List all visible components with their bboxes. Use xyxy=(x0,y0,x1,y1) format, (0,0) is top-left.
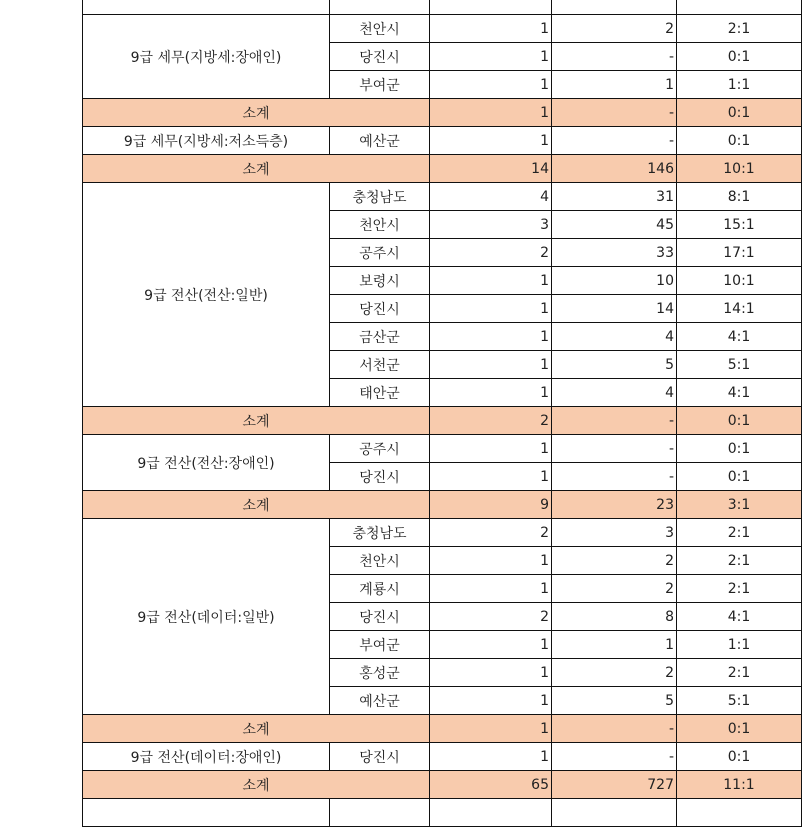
subtotal-count-b: - xyxy=(552,99,677,127)
region-cell: 충청남도 xyxy=(330,519,430,547)
ratio-cell xyxy=(677,0,802,15)
region-cell xyxy=(330,0,430,15)
count-a-cell: 1 xyxy=(430,687,552,715)
ratio-cell: 15:1 xyxy=(677,211,802,239)
count-b-cell xyxy=(552,0,677,15)
count-b-cell: 8 xyxy=(552,603,677,631)
count-a-cell: 1 xyxy=(430,379,552,407)
region-cell: 당진시 xyxy=(330,743,430,771)
subtotal-row xyxy=(83,99,802,127)
region-cell: 금산군 xyxy=(330,323,430,351)
count-a-cell: 1 xyxy=(430,463,552,491)
count-a-cell: 4 xyxy=(430,183,552,211)
subtotal-label: 소계 xyxy=(83,155,430,183)
subtotal-label: 소계 xyxy=(83,491,430,519)
table-row xyxy=(83,0,802,15)
region-cell: 천안시 xyxy=(330,211,430,239)
subtotal-count-b: 146 xyxy=(552,155,677,183)
subtotal-label: 소계 xyxy=(83,407,430,435)
count-b-cell: - xyxy=(552,463,677,491)
ratio-cell: 2:1 xyxy=(677,15,802,43)
count-b-cell: - xyxy=(552,743,677,771)
count-a-cell: 1 xyxy=(430,295,552,323)
region-cell: 공주시 xyxy=(330,239,430,267)
region-cell: 충청남도 xyxy=(330,183,430,211)
subtotal-count-b: - xyxy=(552,407,677,435)
category-cell: 9급 전산(전산:장애인) xyxy=(83,435,330,491)
category-cell: 9급 세무(지방세:저소득층) xyxy=(83,127,330,155)
ratio-cell: 2:1 xyxy=(677,547,802,575)
ratio-cell: 0:1 xyxy=(677,43,802,71)
count-b-cell: 1 xyxy=(552,71,677,99)
ratio-cell: 0:1 xyxy=(677,435,802,463)
ratio-cell: 17:1 xyxy=(677,239,802,267)
ratio-cell: 5:1 xyxy=(677,687,802,715)
count-a-cell: 1 xyxy=(430,743,552,771)
region-cell: 부여군 xyxy=(330,631,430,659)
count-b-cell: 10 xyxy=(552,267,677,295)
count-a-cell: 2 xyxy=(430,239,552,267)
subtotal-count-b: 23 xyxy=(552,491,677,519)
subtotal-count-a: 1 xyxy=(430,99,552,127)
category-cell xyxy=(83,0,330,15)
count-a-cell: 1 xyxy=(430,267,552,295)
ratio-cell: 0:1 xyxy=(677,743,802,771)
count-b-cell: - xyxy=(552,43,677,71)
count-b-cell: 45 xyxy=(552,211,677,239)
count-a-cell: 1 xyxy=(430,631,552,659)
table-row xyxy=(83,799,802,827)
count-a-cell xyxy=(430,799,552,827)
count-a-cell: 1 xyxy=(430,15,552,43)
table-row xyxy=(83,183,802,211)
count-b-cell: 33 xyxy=(552,239,677,267)
region-cell: 예산군 xyxy=(330,687,430,715)
count-b-cell: - xyxy=(552,127,677,155)
ratio-cell xyxy=(677,799,802,827)
count-b-cell: 5 xyxy=(552,351,677,379)
subtotal-ratio: 0:1 xyxy=(677,715,802,743)
table-row xyxy=(83,15,802,43)
subtotal-count-a: 9 xyxy=(430,491,552,519)
count-b-cell: 2 xyxy=(552,15,677,43)
count-a-cell: 1 xyxy=(430,71,552,99)
category-cell: 9급 세무(지방세:장애인) xyxy=(83,15,330,99)
subtotal-count-b: - xyxy=(552,715,677,743)
count-a-cell: 1 xyxy=(430,659,552,687)
count-b-cell: 2 xyxy=(552,575,677,603)
subtotal-ratio: 10:1 xyxy=(677,155,802,183)
count-a-cell: 1 xyxy=(430,127,552,155)
region-cell: 공주시 xyxy=(330,435,430,463)
subtotal-count-a: 65 xyxy=(430,771,552,799)
count-a-cell: 1 xyxy=(430,43,552,71)
subtotal-count-a: 2 xyxy=(430,407,552,435)
subtotal-count-a: 1 xyxy=(430,715,552,743)
subtotal-ratio: 3:1 xyxy=(677,491,802,519)
count-b-cell xyxy=(552,799,677,827)
ratio-cell: 10:1 xyxy=(677,267,802,295)
ratio-cell: 8:1 xyxy=(677,183,802,211)
count-b-cell: 2 xyxy=(552,547,677,575)
subtotal-row xyxy=(83,407,802,435)
count-a-cell: 1 xyxy=(430,547,552,575)
table-row xyxy=(83,435,802,463)
region-cell: 계룡시 xyxy=(330,575,430,603)
region-cell: 당진시 xyxy=(330,603,430,631)
subtotal-row xyxy=(83,491,802,519)
count-b-cell: 4 xyxy=(552,323,677,351)
count-a-cell: 1 xyxy=(430,351,552,379)
recruitment-table xyxy=(82,0,802,827)
region-cell xyxy=(330,799,430,827)
count-b-cell: 31 xyxy=(552,183,677,211)
count-a-cell: 1 xyxy=(430,323,552,351)
ratio-cell: 14:1 xyxy=(677,295,802,323)
subtotal-label: 소계 xyxy=(83,771,430,799)
category-cell: 9급 전산(데이터:장애인) xyxy=(83,743,330,771)
subtotal-count-a: 14 xyxy=(430,155,552,183)
subtotal-row xyxy=(83,715,802,743)
region-cell: 천안시 xyxy=(330,547,430,575)
count-a-cell: 3 xyxy=(430,211,552,239)
subtotal-label: 소계 xyxy=(83,715,430,743)
region-cell: 서천군 xyxy=(330,351,430,379)
region-cell: 홍성군 xyxy=(330,659,430,687)
table-row xyxy=(83,743,802,771)
count-b-cell: 14 xyxy=(552,295,677,323)
count-a-cell xyxy=(430,0,552,15)
ratio-cell: 5:1 xyxy=(677,351,802,379)
category-cell: 9급 전산(데이터:일반) xyxy=(83,519,330,715)
subtotal-ratio: 0:1 xyxy=(677,407,802,435)
subtotal-count-b: 727 xyxy=(552,771,677,799)
count-a-cell: 1 xyxy=(430,575,552,603)
category-cell xyxy=(83,799,330,827)
category-cell: 9급 전산(전산:일반) xyxy=(83,183,330,407)
count-b-cell: 2 xyxy=(552,659,677,687)
count-b-cell: 3 xyxy=(552,519,677,547)
subtotal-ratio: 11:1 xyxy=(677,771,802,799)
table-body xyxy=(83,0,802,827)
table-row xyxy=(83,519,802,547)
table-row xyxy=(83,127,802,155)
ratio-cell: 4:1 xyxy=(677,379,802,407)
ratio-cell: 2:1 xyxy=(677,575,802,603)
ratio-cell: 4:1 xyxy=(677,323,802,351)
region-cell: 당진시 xyxy=(330,295,430,323)
region-cell: 부여군 xyxy=(330,71,430,99)
subtotal-row xyxy=(83,155,802,183)
ratio-cell: 0:1 xyxy=(677,463,802,491)
region-cell: 당진시 xyxy=(330,463,430,491)
subtotal-label: 소계 xyxy=(83,99,430,127)
ratio-cell: 1:1 xyxy=(677,71,802,99)
ratio-cell: 0:1 xyxy=(677,127,802,155)
count-b-cell: 5 xyxy=(552,687,677,715)
ratio-cell: 4:1 xyxy=(677,603,802,631)
count-a-cell: 2 xyxy=(430,603,552,631)
count-a-cell: 1 xyxy=(430,435,552,463)
subtotal-ratio: 0:1 xyxy=(677,99,802,127)
region-cell: 당진시 xyxy=(330,43,430,71)
region-cell: 천안시 xyxy=(330,15,430,43)
count-b-cell: 4 xyxy=(552,379,677,407)
ratio-cell: 2:1 xyxy=(677,519,802,547)
ratio-cell: 1:1 xyxy=(677,631,802,659)
count-a-cell: 2 xyxy=(430,519,552,547)
count-b-cell: 1 xyxy=(552,631,677,659)
region-cell: 보령시 xyxy=(330,267,430,295)
count-b-cell: - xyxy=(552,435,677,463)
subtotal-row xyxy=(83,771,802,799)
region-cell: 태안군 xyxy=(330,379,430,407)
region-cell: 예산군 xyxy=(330,127,430,155)
ratio-cell: 2:1 xyxy=(677,659,802,687)
